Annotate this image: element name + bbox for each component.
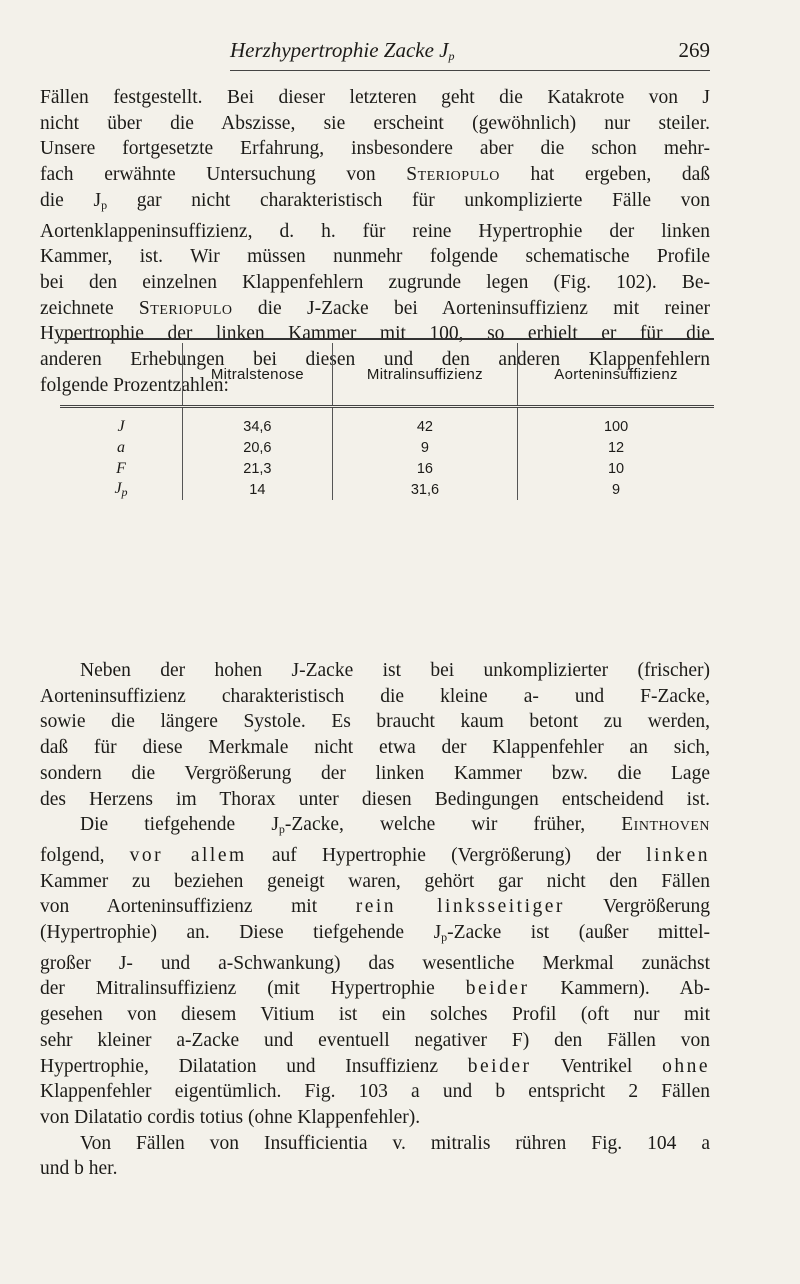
text-line: nicht über die Abszisse, sie erscheint (gewöhnlich) nur steiler. (40, 112, 710, 134)
text-line: anderen Erhebungen bei diesen und den anderen Klappenfehlern (40, 349, 710, 371)
text-line: und b her. (40, 1158, 118, 1180)
table-cell: 9 (518, 479, 714, 500)
page-number: 269 (678, 38, 710, 62)
table-cell: 12 (518, 437, 714, 458)
text-line: sowie die längere Systole. Es braucht kaum betont zu werden, (40, 711, 710, 733)
row-label: F (116, 459, 126, 477)
text-line: der Mitralinsuffizienz (mit Hypertrophie beider Kammern). Ab- (40, 978, 711, 1000)
table-row (60, 458, 714, 479)
text-line: sondern die Vergrößerung der linken Kammer bzw. die Lage (40, 762, 710, 784)
text-line: von Aorteninsuffizienz mit rein linksseitiger Vergrößerung (40, 896, 710, 918)
table-cell: 14 (183, 479, 333, 500)
author-name: Steriopulo (138, 297, 233, 319)
row-label: a (117, 438, 125, 456)
page-header (60, 38, 710, 72)
text-line: Hypertrophie, Dilatation und Insuffizienz beider Ventrikel ohne (40, 1055, 710, 1077)
author-name: Einthoven (621, 814, 710, 836)
text-line: fach erwähnte Untersuchung von Steriopulo hat ergeben, daß (40, 164, 710, 186)
table-cell: 34,6 (183, 407, 333, 438)
text-line: sehr kleiner a-Zacke und eventuell negativer F) den Fällen von (40, 1029, 710, 1051)
table-cell: 9 (332, 437, 517, 458)
text-line: folgend, vor allem auf Hypertrophie (Vergrößerung) der linken (40, 844, 710, 866)
text-line: (Hypertrophie) an. Diese tiefgehende $J_p$-Zacke ist (außer mittel- (40, 922, 710, 945)
table-cell: 16 (332, 458, 517, 479)
text-line: gesehen von diesem Vitium ist ein solches Profil (oft nur mit (40, 1004, 710, 1026)
paragraph-2 (40, 658, 710, 1182)
table-row (60, 437, 714, 458)
table-cell: 100 (518, 407, 714, 438)
table-cell: 10 (518, 458, 714, 479)
text-line: des Herzens im Thorax unter diesen Bedingungen entscheidend ist. (40, 788, 710, 810)
text-line: Kammer zu beziehen geneigt waren, gehört gar nicht den Fällen (40, 870, 710, 892)
table-cell: 20,6 (183, 437, 333, 458)
table-row (60, 479, 714, 500)
percentage-table (60, 338, 714, 500)
text-line: Aortenklappeninsuffizienz, d. h. für reine Hypertrophie der linken (40, 220, 710, 242)
table-row (60, 407, 714, 438)
text-line: Kammer, ist. Wir müssen nunmehr folgende schematische Profile (40, 246, 710, 268)
row-label: $J_p$ (114, 479, 128, 499)
column-header: Mitralstenose (183, 343, 333, 407)
table-header-row (60, 343, 714, 407)
text-line: Unsere fortgesetzte Erfahrung, insbesondere aber die schon mehr- (40, 138, 710, 160)
text-line: die $J_p$ gar nicht charakteristisch für unkomplizierte Fälle von (40, 189, 710, 212)
text-line: Aorteninsuffizienz charakteristisch die kleine a- und F-Zacke, (40, 685, 710, 707)
author-name: Steriopulo (406, 164, 500, 186)
row-label: J (117, 417, 125, 435)
table-corner (60, 343, 183, 407)
text-line: Klappenfehler eigentümlich. Fig. 103 a und b entspricht 2 Fällen (40, 1081, 710, 1103)
text-line: zeichnete Steriopulo die J-Zacke bei Aorteninsuffizienz mit reiner (40, 297, 710, 319)
text-line: bei den einzelnen Klappenfehlern zugrunde legen (Fig. 102). Be- (40, 271, 710, 293)
table-cell: 31,6 (332, 479, 517, 500)
text-line: Die tiefgehende $J_p$-Zacke, welche wir früher, Einthoven (80, 814, 710, 837)
text-line: Von Fällen von Insufficientia v. mitralis rühren Fig. 104 a (80, 1132, 710, 1154)
header-rule (230, 70, 710, 71)
text-line: Hypertrophie der linken Kammer mit 100, so erhielt er für die (40, 323, 710, 345)
text-line: von Dilatatio cordis totius (ohne Klappenfehler). (40, 1106, 421, 1128)
running-title: Herzhypertrophie Zacke $J_p$ (230, 38, 455, 63)
text-line: Neben der hohen J-Zacke ist bei unkomplizierter (frischer) (80, 660, 710, 681)
text-line: daß für diese Merkmale nicht etwa der Klappenfehler an sich, (40, 737, 710, 759)
column-header: Mitralinsuffizienz (332, 343, 517, 407)
table-cell: 42 (332, 407, 517, 438)
text-line: folgende Prozentzahlen: (40, 374, 229, 396)
column-header: Aorteninsuffizienz (518, 343, 714, 407)
table-cell: 21,3 (183, 458, 333, 479)
text-line: großer J- und a-Schwankung) das wesentliche Merkmal zunächst (40, 952, 710, 974)
text-line: Fällen festgestellt. Bei dieser letzteren geht die Katakrote von J (40, 87, 710, 108)
